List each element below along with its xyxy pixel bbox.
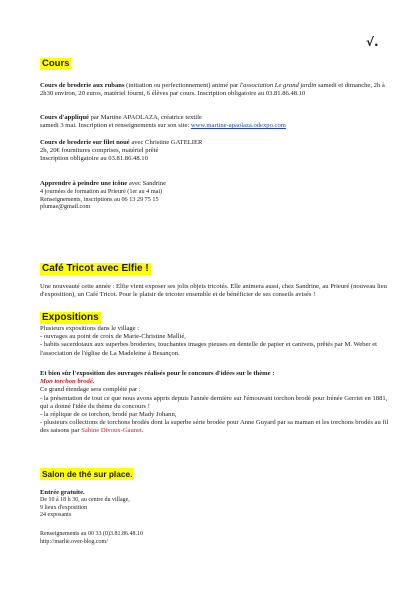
applique-title: Cours d'appliqué [40, 114, 89, 121]
filet-title: Cours de broderie sur filet noué [40, 139, 130, 146]
filet-text2: 2h, 20€ fournitures comprises, matériel prêté [40, 147, 159, 155]
icone-text3: Renseignements, inscriptions au 06 13 29 75 15 [40, 195, 159, 203]
rubans-text2: samedi et dimanche, 2h à 2h30 environ, 20 euros, matériel fourni, 6 élèves par cours. Inscription obligatoire au 03.81.86.48.10 [40, 82, 385, 98]
etendage-item3: - plusieurs collections de torchons brodés dont la superbe série brodée pour Anne Guyard par sa maman et les torchons brodés au fil des saisons par [40, 419, 389, 435]
icone-text4: plumae@gmail.com [40, 203, 91, 211]
filet-text1: avec Christine GATELIER [129, 139, 203, 146]
salon-contact [40, 531, 395, 546]
salon-url[interactable]: http://marlie.over-blog.com/ [40, 538, 108, 545]
cafe-text [40, 283, 395, 299]
salon-line1: De 10 à 18 h 30, au centre du village, [40, 497, 130, 504]
cours-filet [40, 139, 395, 164]
entree-gratuite: Entrée gratuite. [40, 489, 85, 496]
salon-info [40, 489, 395, 520]
rubans-text1: (initiation ou perfectionnement) animé par [124, 82, 240, 89]
etendage-item1: - la présentation de tout ce que nous avons appris depuis l'année dernière sur l'émouvant torchon brodé pour Irénée Gerriet en 1881, qui a donné l'idée du thème du concours ! [40, 394, 388, 410]
icone-text1: avec Sandrine [127, 180, 167, 187]
concours-title: Et bien sûr l'exposition des ouvrages réalisés pour le concours d'idées sur le thème : [40, 370, 275, 377]
salon-heading: Salon de thé sur place. [42, 469, 133, 479]
concours-theme: Mon torchon brodé. [40, 378, 95, 386]
filet-text3: Inscription obligatoire au 03.81.86.48.10 [40, 155, 148, 163]
expositions-heading: Expositions [42, 312, 99, 323]
applique-text2: samedi 3 mai. Inscription et renseignements sur son site: [40, 122, 191, 130]
rubans-title: Cours de broderie aux rubans [40, 82, 125, 89]
salon-rens: Renseignements au 00 33 (0)3.81.86.48.10 [40, 531, 143, 537]
etendage-line: Ce grand étendage sera complété par : [40, 386, 141, 394]
applique-link[interactable]: www.martine-apaolaza.odexpo.com [190, 122, 286, 130]
item3-end: . [141, 427, 144, 435]
cafe-heading: Café Tricot avec Elfie ! [42, 263, 149, 274]
salon-line2: 9 lieux d'exposition [40, 504, 88, 511]
sabine-name: Sabine Divoux-Gaunet [81, 427, 142, 435]
expositions-list [40, 325, 395, 358]
icone-text2: 4 journées de formation au Prieuré (1er au 4 mai) [40, 188, 163, 196]
salon-line3: 24 exposants [40, 512, 72, 519]
cours-rubans [40, 82, 395, 98]
applique-text1: par Martine APAOLAZA, créatrice textile [88, 114, 202, 121]
rubans-assoc: l'association Le grand jardin [239, 82, 317, 89]
cours-icone [40, 180, 395, 211]
expo-line1: Plusieurs expositions dans le village : [40, 325, 140, 332]
concours-block [40, 370, 395, 436]
expo-line2: - ouvrages au point de croix de Marie-Christine Mallié, [40, 333, 186, 341]
cours-applique [40, 114, 395, 130]
icone-title: Apprendre à peindre une icône [40, 180, 128, 187]
cafe-paragraph: Une nouveauté cette année : Elfie vient exposer ses jolis objets tricotés. Elle animera aussi, chez Sandrine, au Prieuré (nouveau lieu d'exposition), un Café Tricot. Pour le plaisir de tricoter ensemble et de bénéficier de ses conseils avisés ! [40, 283, 387, 299]
check-mark: √. [366, 35, 379, 49]
etendage-item2: - la réplique de ce torchon, brodé par Mady Johann, [40, 411, 177, 419]
expo-line3: - habits sacerdotaux aux superbes broderies, touchantes images pieuses en dentelle de papier et canivets, prêtés par M. Weber et l'association de l'église de La Madeleine à Besançon. [40, 341, 377, 357]
cours-heading: Cours [42, 58, 70, 69]
